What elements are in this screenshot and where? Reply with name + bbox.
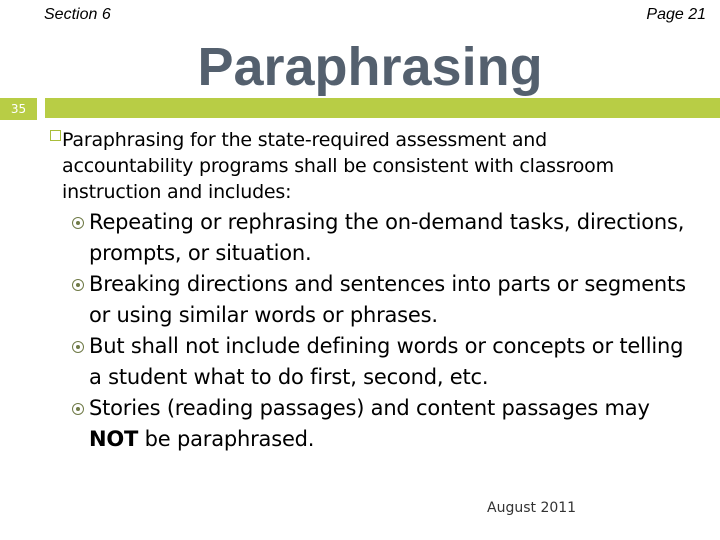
list-item-text-after: be paraphrased. bbox=[138, 427, 315, 451]
sub-bullet-list bbox=[72, 207, 692, 455]
section-label: Section 6 bbox=[44, 6, 111, 23]
page-label: Page 21 bbox=[646, 6, 706, 23]
list-item-text: But shall not include defining words or concepts or telling a student what to do first, second, etc. bbox=[89, 334, 684, 389]
list-item bbox=[72, 393, 692, 455]
list-item bbox=[72, 269, 692, 331]
list-item bbox=[72, 207, 692, 269]
emphasis-text: NOT bbox=[89, 427, 139, 451]
title-underline-bar bbox=[45, 98, 720, 118]
target-bullet-icon bbox=[72, 279, 84, 291]
slide-number: 35 bbox=[0, 98, 37, 120]
footer-date: August 2011 bbox=[487, 500, 577, 516]
list-item-text-before: Stories (reading passages) and content passages may bbox=[89, 396, 650, 420]
square-bullet-icon bbox=[50, 130, 61, 141]
target-bullet-icon bbox=[72, 341, 84, 353]
list-item bbox=[72, 331, 692, 393]
main-bullet bbox=[44, 127, 614, 205]
list-item-text: Repeating or rephrasing the on-demand tasks, directions, prompts, or situation. bbox=[89, 210, 685, 265]
list-item-text: Breaking directions and sentences into parts or segments or using similar words or phrases. bbox=[89, 272, 686, 327]
slide-title: Paraphrasing bbox=[197, 37, 543, 97]
intro-text: Paraphrasing for the state-required assessment and accountability programs shall be consistent with classroom instruction and includes: bbox=[62, 129, 614, 203]
target-bullet-icon bbox=[72, 217, 84, 229]
target-bullet-icon bbox=[72, 403, 84, 415]
